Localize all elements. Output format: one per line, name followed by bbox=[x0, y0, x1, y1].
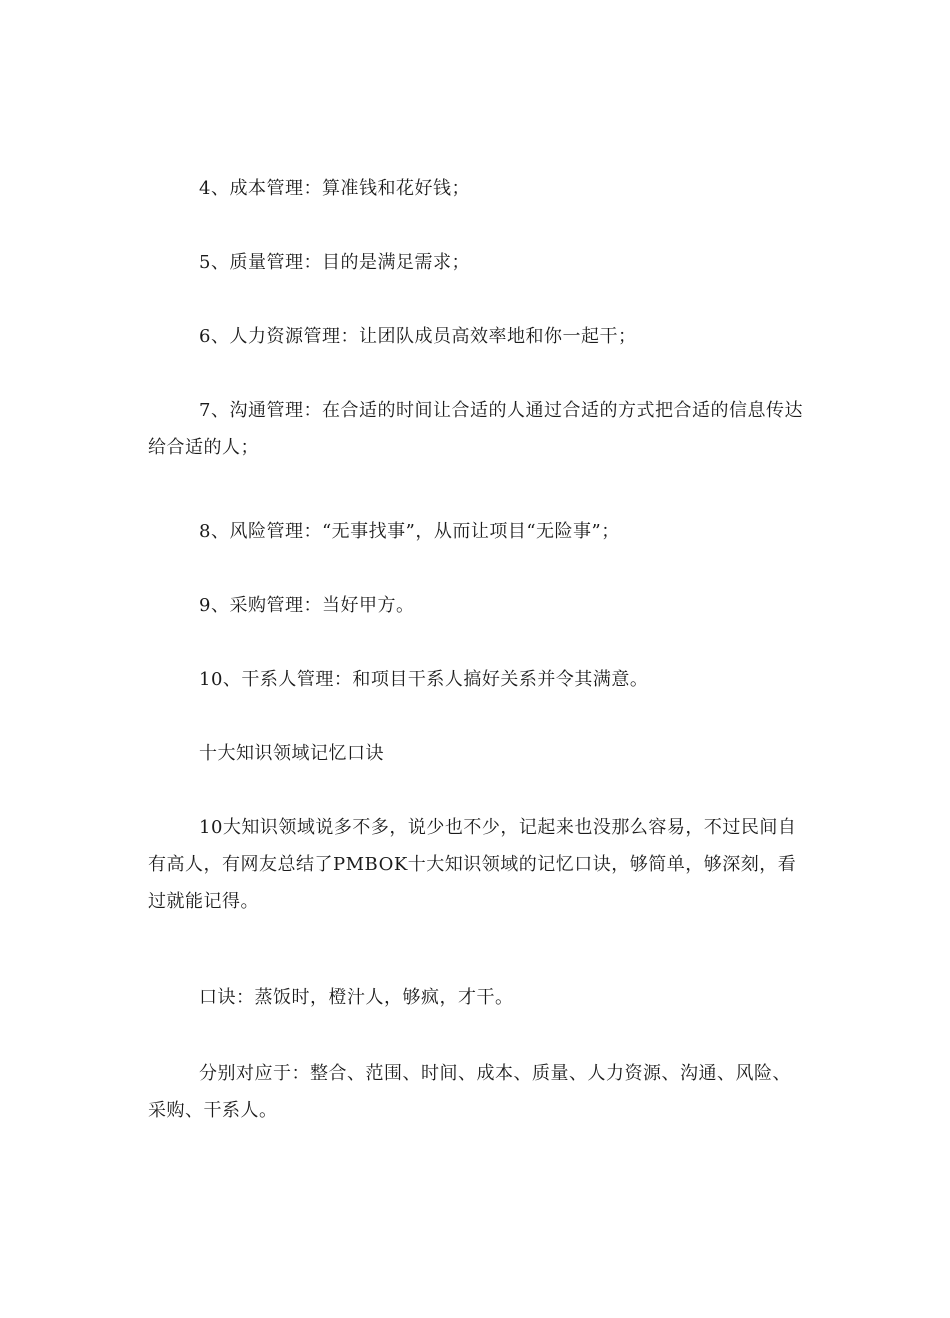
paragraph-mnemonic-intro: 10大知识领域说多不多，说少也不少，记起来也没那么容易，不过民间自有高人，有网友总结了PMBOK十大知识领域的记忆口诀，够简单，够深刻，看过就能记得。 bbox=[148, 817, 797, 912]
paragraph-risk-management: 8、风险管理：“无事找事”，从而让项目“无险事”； bbox=[199, 521, 620, 542]
paragraph-hr-management: 6、人力资源管理：让团队成员高效率地和你一起干； bbox=[199, 326, 637, 347]
paragraph-procurement-management: 9、采购管理：当好甲方。 bbox=[199, 595, 415, 616]
section-heading-mnemonic: 十大知识领域记忆口诀 bbox=[199, 743, 384, 764]
paragraph-cost-management: 4、成本管理：算准钱和花好钱； bbox=[199, 178, 470, 199]
paragraph-mnemonic-mapping: 分别对应于：整合、范围、时间、成本、质量、人力资源、沟通、风险、采购、干系人。 bbox=[148, 1063, 791, 1121]
paragraph-communication-management: 7、沟通管理：在合适的时间让合适的人通过合适的方式把合适的信息传达给合适的人； bbox=[148, 400, 803, 458]
paragraph-mnemonic: 口诀：蒸饭时，橙汁人，够疯，才干。 bbox=[199, 987, 514, 1008]
paragraph-stakeholder-management: 10、干系人管理：和项目干系人搞好关系并令其满意。 bbox=[199, 669, 649, 690]
paragraph-quality-management: 5、质量管理：目的是满足需求； bbox=[199, 252, 470, 273]
